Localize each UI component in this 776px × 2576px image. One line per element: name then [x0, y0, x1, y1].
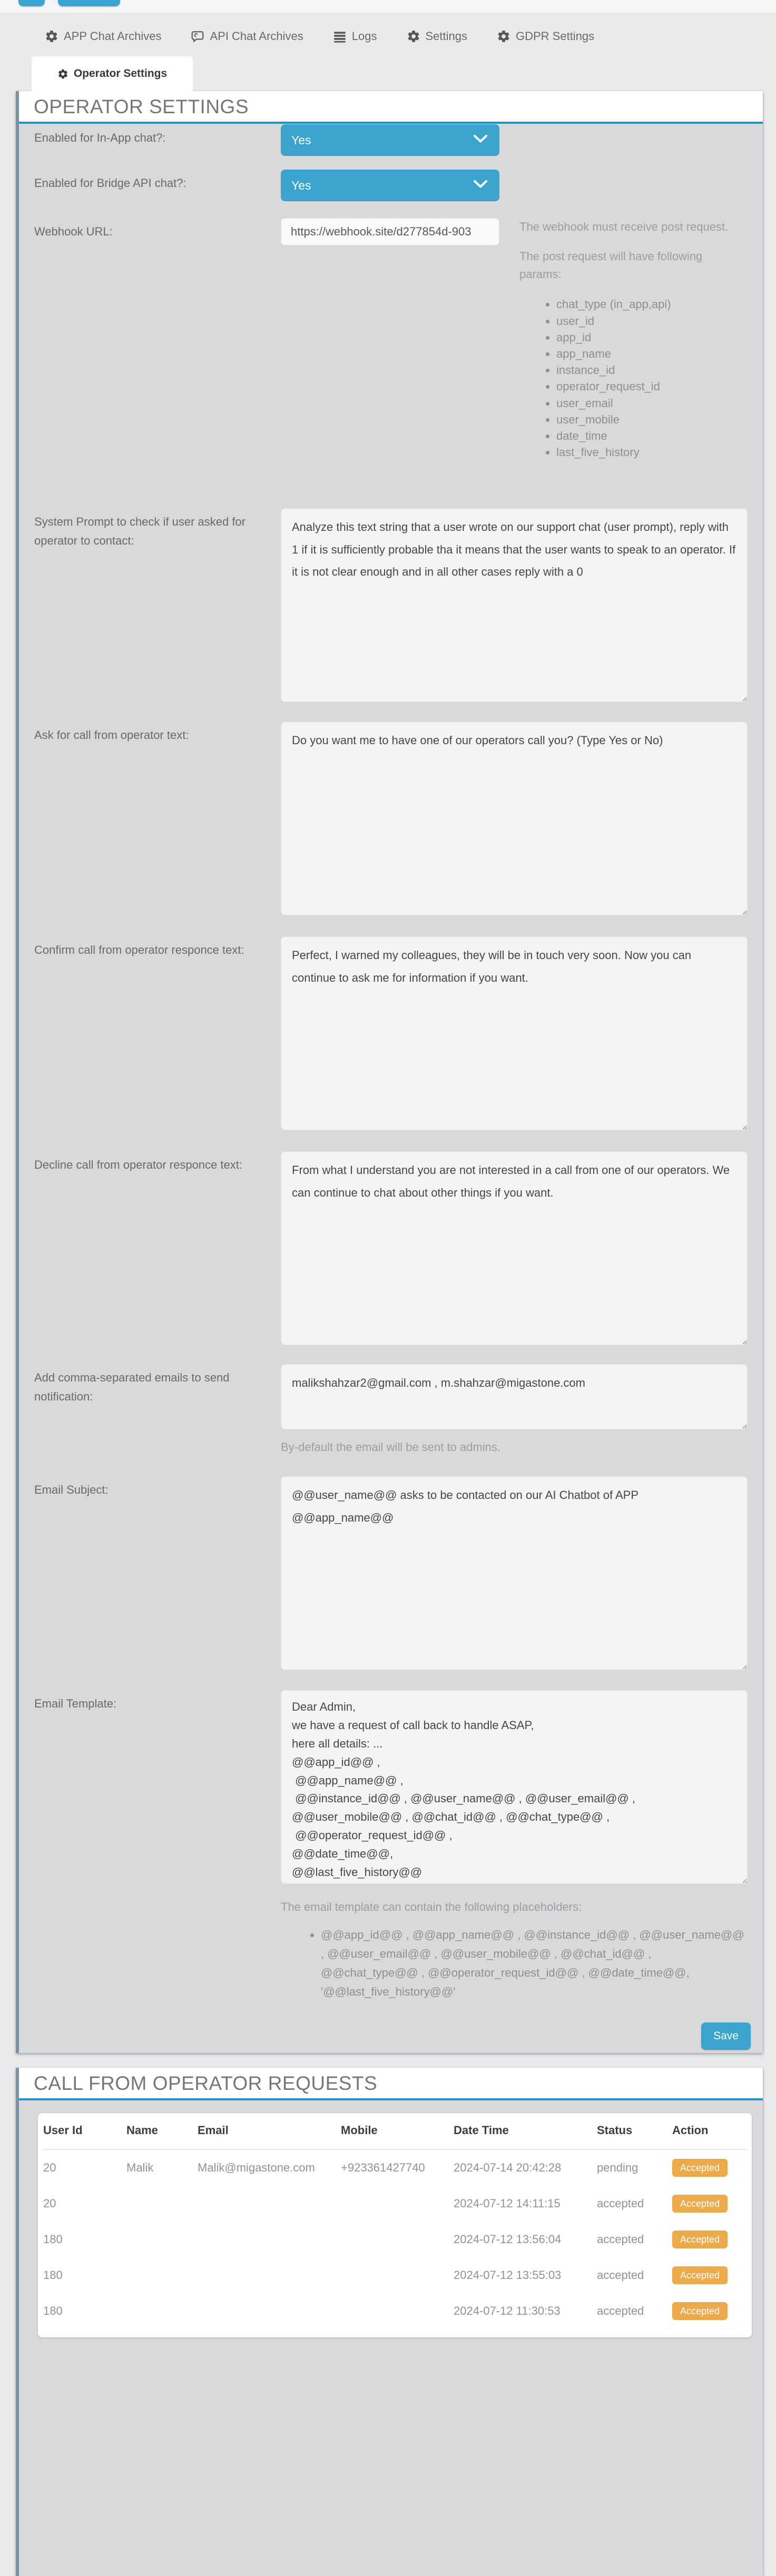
webhook-param: • user_email	[556, 395, 746, 411]
requests-table-card	[38, 2113, 752, 2337]
cell-mobile	[341, 2257, 454, 2293]
cell-mobile	[341, 2293, 454, 2329]
top-cut-button-1[interactable]	[18, 0, 45, 6]
nav-label: API Chat Archives	[210, 29, 303, 43]
cell-mobile	[341, 2186, 454, 2222]
gear-icon	[45, 29, 58, 43]
table-header-row	[43, 2113, 746, 2149]
field-label: Email Template:	[34, 1696, 117, 1710]
field-label: System Prompt to check if user asked for operator to contact:	[34, 515, 246, 547]
placeholders-help-title: The email template can contain the following placeholders:	[281, 1900, 582, 1913]
form-row-webhook-url	[19, 218, 763, 461]
email-template-textarea[interactable]	[281, 1690, 748, 1884]
cell-mobile	[341, 2222, 454, 2257]
form-row-bridge-api-chat	[19, 170, 763, 201]
select-value: Yes	[291, 178, 311, 192]
field-label: Confirm call from operator responce text:	[34, 943, 244, 956]
cell-user-id: 20	[43, 2197, 56, 2210]
cell-date-time: 2024-07-12 13:56:04	[454, 2233, 562, 2246]
cell-status: accepted	[597, 2268, 644, 2282]
top-nav	[0, 27, 776, 45]
col-header-name: Name	[126, 2113, 198, 2149]
cell-action	[672, 2149, 746, 2186]
webhook-param: • date_time	[556, 428, 746, 444]
in-app-chat-select[interactable]	[281, 124, 499, 156]
webhook-help-line-2: The post request will have following params:	[519, 250, 703, 281]
col-header-mobile: Mobile	[341, 2113, 454, 2149]
accepted-button[interactable]: Accepted	[672, 2195, 728, 2213]
table-row	[43, 2186, 746, 2222]
emails-default-note: By-default the email will be sent to admins.	[281, 1440, 500, 1454]
cell-name: Malik	[126, 2161, 154, 2175]
requests-table	[43, 2113, 746, 2329]
top-cut-button-2[interactable]	[58, 0, 120, 6]
tab-label: Operator Settings	[73, 67, 168, 80]
panel-header	[19, 2068, 763, 2100]
cell-date-time: 2024-07-12 13:55:03	[454, 2268, 562, 2282]
placeholders-item: • @@app_id@@ , @@app_name@@ , @@instance_id@@ , @@user_name@@ , @@user_email@@ , @@user_mobile@@ , @@chat_id@@ , @@chat_type@@ , @@operator_request_id@@ , @@date_time@@, '@@last_five_history@@'	[321, 1926, 748, 2001]
cell-status: accepted	[597, 2197, 644, 2210]
cell-email: Malik@migastone.com	[198, 2161, 315, 2175]
col-header-user-id: User Id	[43, 2113, 126, 2149]
form-row-decline-call	[19, 1151, 763, 1345]
nav-item-gdpr-settings[interactable]	[497, 29, 594, 43]
col-header-email: Email	[198, 2113, 341, 2149]
cell-user-id: 20	[43, 2161, 56, 2175]
cell-user-id: 180	[43, 2304, 63, 2318]
cell-name	[126, 2186, 198, 2222]
form-row-confirm-call	[19, 936, 763, 1130]
save-button[interactable]: Save	[701, 2022, 751, 2050]
placeholders-help	[281, 1898, 751, 2001]
operator-settings-panel	[16, 91, 763, 2053]
select-value: Yes	[291, 133, 311, 147]
form-row-in-app-chat	[19, 124, 763, 156]
webhook-params-list	[519, 296, 746, 460]
table-row	[43, 2149, 746, 2186]
cell-user-id: 180	[43, 2268, 63, 2282]
nav-label: APP Chat Archives	[64, 29, 162, 43]
cell-action	[672, 2222, 746, 2257]
webhook-param: • user_id	[556, 313, 746, 329]
field-label: Email Subject:	[34, 1483, 109, 1496]
accepted-button[interactable]: Accepted	[672, 2302, 728, 2320]
comments-icon	[191, 29, 204, 43]
nav-label: Logs	[351, 29, 377, 43]
chevron-down-icon	[473, 180, 488, 191]
cell-action	[672, 2186, 746, 2222]
cell-name	[126, 2222, 198, 2257]
cell-mobile: +923361427740	[341, 2161, 425, 2175]
webhook-help	[519, 218, 746, 461]
accepted-button[interactable]: Accepted	[672, 2230, 728, 2248]
field-label: Enabled for Bridge API chat?:	[34, 176, 186, 190]
operator-settings-form	[19, 124, 763, 2053]
col-header-status: Status	[597, 2113, 672, 2149]
webhook-param: • app_id	[556, 329, 746, 346]
notification-emails-textarea[interactable]	[281, 1364, 748, 1429]
cell-email	[198, 2293, 341, 2329]
webhook-param: • user_mobile	[556, 411, 746, 428]
confirm-call-textarea[interactable]	[281, 936, 748, 1130]
nav-item-settings[interactable]	[407, 29, 468, 43]
accepted-button[interactable]: Accepted	[672, 2266, 728, 2284]
field-label: Webhook URL:	[34, 225, 113, 238]
decline-call-textarea[interactable]	[281, 1151, 748, 1345]
cell-name	[126, 2257, 198, 2293]
cell-status: pending	[597, 2161, 639, 2175]
form-row-email-template	[19, 1690, 763, 2001]
list-icon	[333, 29, 347, 43]
chevron-down-icon	[473, 134, 488, 146]
cell-user-id: 180	[43, 2233, 63, 2246]
webhook-url-input[interactable]	[281, 218, 499, 245]
webhook-param: • instance_id	[556, 362, 746, 378]
field-label: Ask for call from operator text:	[34, 728, 189, 742]
bridge-api-chat-select[interactable]	[281, 170, 499, 201]
cell-date-time: 2024-07-12 11:30:53	[454, 2304, 561, 2318]
form-row-notification-emails	[19, 1364, 763, 1454]
nav-label: Settings	[425, 29, 467, 43]
col-header-date-time: Date Time	[454, 2113, 597, 2149]
table-row	[43, 2257, 746, 2293]
webhook-param: • last_five_history	[556, 444, 746, 460]
requests-title: CALL FROM OPERATOR REQUESTS	[34, 2072, 378, 2095]
cell-action	[672, 2293, 746, 2329]
nav-item-api-chat-archives[interactable]	[191, 29, 303, 43]
panel-header	[19, 91, 763, 124]
field-label: Enabled for In-App chat?:	[34, 131, 166, 144]
email-subject-textarea[interactable]	[281, 1476, 748, 1670]
nav-item-app-chat-archives[interactable]	[45, 29, 161, 43]
gear-icon	[497, 29, 510, 43]
webhook-help-line-1: The webhook must receive post request.	[519, 220, 729, 233]
system-prompt-textarea[interactable]	[281, 508, 748, 702]
cell-action	[672, 2257, 746, 2293]
field-label: Add comma-separated emails to send notification:	[34, 1370, 230, 1403]
page-title: OPERATOR SETTINGS	[34, 96, 249, 117]
cell-status: accepted	[597, 2304, 644, 2318]
accepted-button[interactable]: Accepted	[672, 2159, 728, 2177]
save-row	[19, 2001, 763, 2053]
nav-item-logs[interactable]	[333, 29, 377, 43]
top-strip	[0, 0, 776, 14]
cell-email	[198, 2257, 341, 2293]
form-row-email-subject	[19, 1476, 763, 1670]
cell-email	[198, 2186, 341, 2222]
ask-call-textarea[interactable]	[281, 722, 748, 915]
table-row	[43, 2222, 746, 2257]
gear-icon	[57, 68, 68, 80]
tab-operator-settings[interactable]	[32, 56, 193, 91]
cell-email	[198, 2222, 341, 2257]
cell-name	[126, 2293, 198, 2329]
form-row-ask-call	[19, 722, 763, 915]
form-row-system-prompt	[19, 508, 763, 702]
cell-date-time: 2024-07-12 14:11:15	[454, 2197, 561, 2210]
nav-label: GDPR Settings	[516, 29, 595, 43]
requests-table-body	[43, 2149, 746, 2329]
col-header-action: Action	[672, 2113, 746, 2149]
cell-date-time: 2024-07-14 20:42:28	[454, 2161, 562, 2175]
cell-status: accepted	[597, 2233, 644, 2246]
webhook-param: • app_name	[556, 346, 746, 362]
placeholders-list	[281, 1926, 751, 2001]
gear-icon	[407, 29, 420, 43]
webhook-param: • chat_type (in_app,api)	[556, 296, 746, 312]
operator-requests-panel	[16, 2068, 763, 2576]
table-row	[43, 2293, 746, 2329]
field-label: Decline call from operator responce text:	[34, 1158, 242, 1171]
webhook-param: • operator_request_id	[556, 378, 746, 394]
